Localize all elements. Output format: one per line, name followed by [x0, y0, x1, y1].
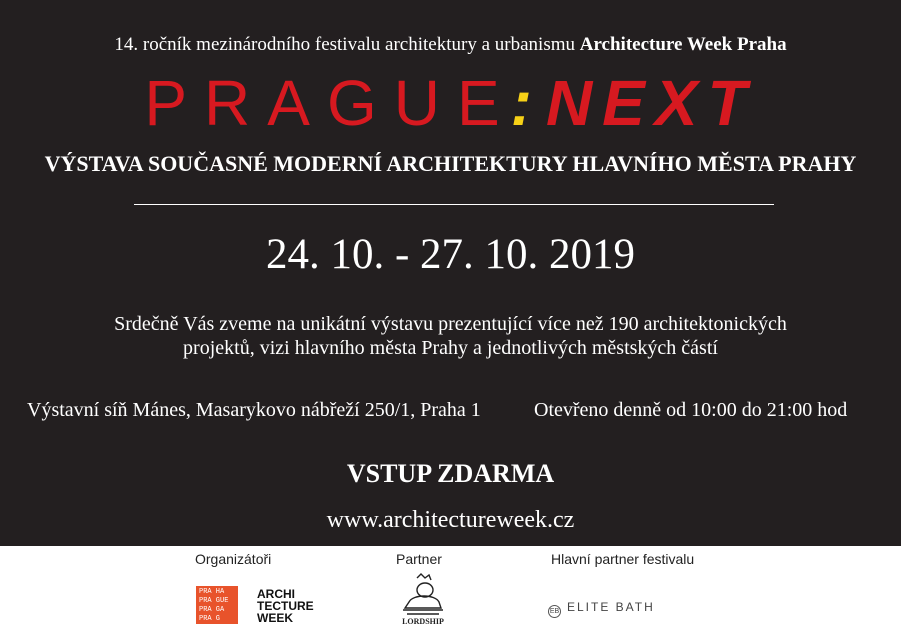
architecture-week-logo: ARCHI TECTURE WEEK: [257, 587, 314, 625]
lordship-wordmark: LORDSHIP: [402, 617, 444, 626]
opening-hours: Otevřeno denně od 10:00 do 21:00 hod: [534, 399, 848, 421]
partner-label: Partner: [396, 551, 442, 567]
lion-crest-icon: [395, 572, 451, 626]
free-entry: VSTUP ZDARMA: [346, 459, 555, 488]
elite-bath-mark-icon: EB: [548, 605, 561, 618]
invitation-text: [0, 312, 901, 360]
main-partner-label: Hlavní partner festivalu: [551, 551, 695, 567]
prague-next-logo: [0, 66, 901, 140]
logo-colon: :: [510, 67, 532, 139]
invitation-line-2: projektů, vizi hlavního města Prahy a jednotlivých městských částí: [183, 337, 718, 359]
elite-bath-logo: [548, 600, 655, 618]
invitation-line-1: Srdečně Vás zveme na unikátní výstavu prezentující více než 190 architektonických: [114, 313, 787, 335]
intro-text: 14. ročník mezinárodního festivalu architektury a urbanismu: [114, 34, 575, 55]
venue-address: Výstavní síň Mánes, Masarykovo nábřeží 250/1, Praha 1: [27, 399, 481, 421]
partners-strip: [0, 546, 901, 627]
logo-next: NEXT: [545, 67, 757, 139]
lordship-logo: [395, 572, 451, 626]
logo-prague: PRAGUE: [144, 67, 517, 139]
exhibition-subtitle: VÝSTAVA SOUČASNÉ MODERNÍ ARCHITEKTURY HLAVNÍHO MĚSTA PRAHY: [44, 151, 857, 176]
festival-name: Architecture Week Praha: [579, 34, 787, 55]
praha-logo: PRA HA PRA GUE PRA GA PRA G: [196, 586, 238, 624]
divider: [134, 204, 774, 205]
organizers-label: Organizátoři: [195, 551, 272, 567]
elite-bath-wordmark: ELITE BATH: [567, 600, 655, 614]
website-link[interactable]: www.architectureweek.cz: [326, 507, 575, 533]
exhibition-dates: 24. 10. - 27. 10. 2019: [265, 231, 636, 278]
festival-intro: [0, 34, 901, 56]
